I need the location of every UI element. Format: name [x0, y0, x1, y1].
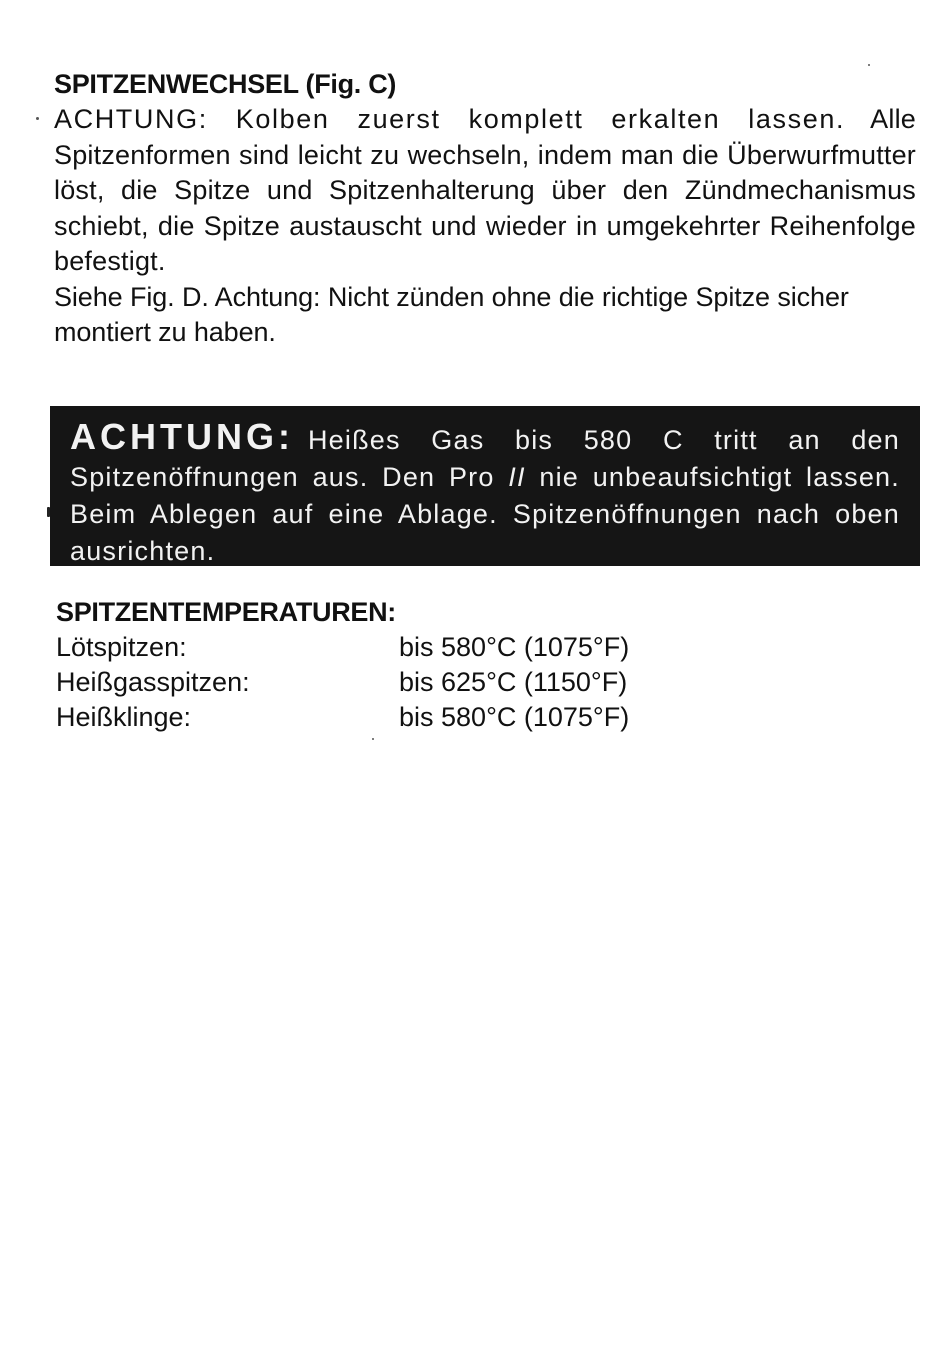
hot-gas-warning-text	[70, 418, 900, 570]
temperature-row	[56, 665, 756, 700]
temperature-row	[56, 700, 756, 735]
tip-change-heading: SPITZENWECHSEL (Fig. C)	[54, 69, 397, 99]
scan-speck	[372, 738, 374, 740]
tip-change-section	[54, 66, 916, 351]
warning-label: ACHTUNG:	[70, 416, 294, 457]
temperature-label: Lötspitzen:	[56, 632, 187, 662]
warning-model-suffix: II	[508, 462, 526, 492]
temperature-value: bis 625°C (1150°F)	[399, 667, 628, 697]
temperature-row	[56, 630, 756, 665]
tip-change-instructions: Alle Spitzenformen sind leicht zu wechseln, indem man die Überwurfmutter löst, die Spitze und Spitzenhalterung über den Zündmechanismus schiebt, die Spitze austauscht und wieder in umgekehrter Reihenfolge befestigt.	[54, 104, 916, 276]
tip-temperatures-section	[56, 594, 756, 735]
temperature-value: bis 580°C (1075°F)	[399, 632, 630, 662]
temperature-value: bis 580°C (1075°F)	[399, 702, 630, 732]
warning-text-part2: nie unbeaufsichtigt lassen. Beim Ablegen auf eine Ablage. Spitzenöffnungen nach oben ausrichten.	[70, 462, 900, 566]
tip-temperatures-heading: SPITZENTEMPERATUREN:	[56, 597, 397, 627]
temperature-label: Heißklinge:	[56, 702, 192, 732]
tip-change-paragraph	[54, 102, 916, 280]
warning-text-part1: Heißes Gas bis 580 C tritt an den Spitzenöffnungen aus. Den Pro	[70, 425, 900, 492]
tip-change-note: Siehe Fig. D. Achtung: Nicht zünden ohne die richtige Spitze sicher montiert zu haben.	[54, 281, 849, 347]
temperature-label: Heißgasspitzen:	[56, 667, 250, 697]
tip-change-caution-lead: ACHTUNG: Kolben zuerst komplett erkalten lassen.	[54, 104, 846, 134]
scan-speck	[36, 117, 39, 120]
scan-speck	[47, 507, 50, 517]
scan-speck	[868, 64, 870, 66]
hot-gas-warning-box	[50, 406, 920, 566]
